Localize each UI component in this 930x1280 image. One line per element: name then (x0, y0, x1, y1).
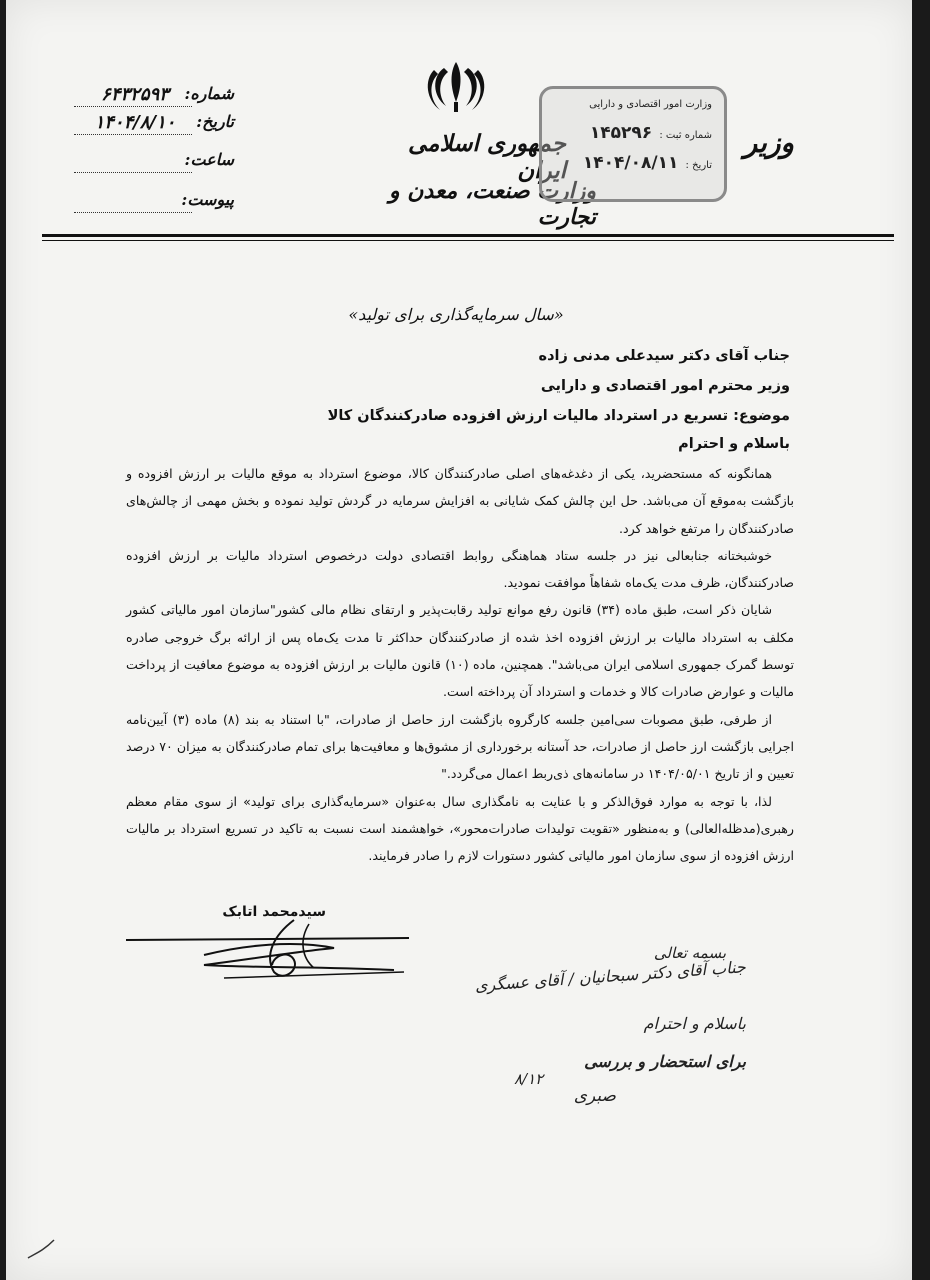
iran-emblem-icon (424, 58, 488, 114)
meta-date-line (74, 134, 192, 135)
meta-time-line (74, 172, 192, 173)
handwritten-line-2: جناب آقای دکتر سبحانیان / آقای عسگری (474, 957, 747, 996)
stamp-date-row (552, 153, 712, 173)
greeting: باسلام و احترام (678, 436, 790, 452)
meta-number-line (74, 106, 192, 107)
letter-subject: موضوع: تسریع در استرداد مالیات ارزش افزوده صادرکنندگان کالا (327, 408, 790, 424)
year-motto: «سال سرمایه‌گذاری برای تولید» (348, 305, 564, 324)
government-title: جمهوری اسلامی ایران (408, 130, 566, 184)
meta-time-label: ساعت: (184, 150, 234, 169)
minister-label: وزیر (743, 126, 794, 159)
stamp-organization: وزارت امور اقتصادی و دارایی (589, 99, 712, 110)
body-paragraph-4: از طرفی، طبق مصوبات سی‌امین جلسه کارگروه بازگشت ارز حاصل از صادرات، "با استناد به بند (۸) ماده (۳) آیین‌نامه اجرایی بازگشت ارز حاصل از صادرات، حد آستانه برخورداری از مشوق‌ها و معافیت‌ها برای تمام صادرکنندگان به میزان ۷۰ درصد تعیین و از تاریخ ۱۴۰۴/۰۵/۰۱ در سامانه‌های ذی‌ربط اعمال می‌گردد." (126, 711, 794, 782)
stamp-date-label: تاریخ : (685, 160, 712, 171)
meta-number-label: شماره: (184, 84, 234, 103)
body-paragraph-2: خوشبختانه جنابعالی نیز در جلسه ستاد هماهنگی روابط اقتصادی دولت درخصوص استرداد مالیات بر ارزش افزوده صادرکنندگان، ظرف مدت یک‌ماه شفاهاً موافقت نمودید. (126, 547, 794, 591)
meta-date (74, 112, 234, 142)
body-paragraph-5: لذا، با توجه به موارد فوق‌الذکر و با عنایت به نامگذاری سال به‌عنوان «سرمایه‌گذاری برای تولید» از سوی مقام معظم رهبری(مدظله‌العالی) و به‌منظور «تقویت تولیدات صادرات‌محور»، خواهشمند است نسبت به تاکید در تسریع استرداد بر مالیات ارزش افزوده از سوی سازمان امور مالیاتی کشور دستورات لازم را صادر فرمایند. (126, 793, 794, 864)
header-divider (42, 234, 894, 237)
stamp-date-value: ۱۴۰۴/۰۸/۱۱ (582, 153, 679, 173)
body-paragraph-3: شایان ذکر است، طبق ماده (۳۴) قانون رفع موانع تولید رقابت‌پذیر و ارتقای نظام مالی کشور"سازمان امور مالیاتی کشور مکلف به استرداد مالیات بر ارزش افزوده اخذ شده از صادرکنندگان حداکثر تا مدت یک‌ماه پس از ارائه برگ خروجی صادره توسط گمرک جمهوری اسلامی ایران می‌باشد". همچنین، ماده (۱۰) قانون مالیات بر ارزش افزوده به موضوع معافیت از پرداخت مالیات و عوارض صادرات کالا و خدمات و استرداد آن پرداخته است. (126, 602, 794, 700)
pen-mark-icon (26, 1236, 56, 1262)
handwritten-line-1: بسمه تعالی (653, 944, 726, 962)
letter-page (6, 0, 912, 1280)
meta-attachment (74, 190, 234, 220)
handwritten-date: ۸/۱۲ (514, 1070, 544, 1088)
receipt-stamp (539, 86, 727, 202)
letter-body (126, 460, 794, 869)
recipient-title: وزیر محترم امور اقتصادی و دارایی (540, 378, 790, 394)
ministry-title: وزارت صنعت، معدن و تجارت (388, 178, 596, 230)
stamp-number-row (552, 123, 712, 143)
meta-date-value: ۱۴۰۴/۸/۱۰ (94, 112, 176, 133)
recipient-name: جناب آقای دکتر سیدعلی مدنی زاده (538, 348, 790, 364)
handwritten-line-4: برای استحضار و بررسی (584, 1052, 746, 1071)
meta-number-value: ۶۴۳۲۵۹۳ (101, 84, 169, 105)
meta-attachment-label: پیوست: (181, 190, 234, 209)
stamp-number-label: شماره ثبت : (659, 130, 712, 141)
header-divider-thin (42, 240, 894, 241)
signer-name: سیدمحمد اتابک (222, 904, 326, 920)
body-paragraph-1: همانگونه که مستحضرید، یکی از دغدغه‌های اصلی صادرکنندگان کالا، موضوع استرداد به موقع مالیات بر ارزش افزوده و بازگشت به‌موقع آن می‌باشد. حل این چالش کمک شایانی به افزایش سرمایه در گردش تولید نموده و بخش مهمی از چالش‌های صادرکنندگان را مرتفع خواهد کرد. (126, 466, 794, 536)
meta-attachment-line (74, 212, 192, 213)
meta-time (74, 150, 234, 180)
meta-date-label: تاریخ: (196, 112, 234, 131)
handwritten-line-3: باسلام و احترام (643, 1014, 746, 1033)
meta-number (74, 84, 234, 114)
handwritten-line-5: صبری (573, 1086, 616, 1106)
stamp-number-value: ۱۴۵۲۹۶ (589, 123, 653, 143)
signature-icon (124, 910, 414, 990)
